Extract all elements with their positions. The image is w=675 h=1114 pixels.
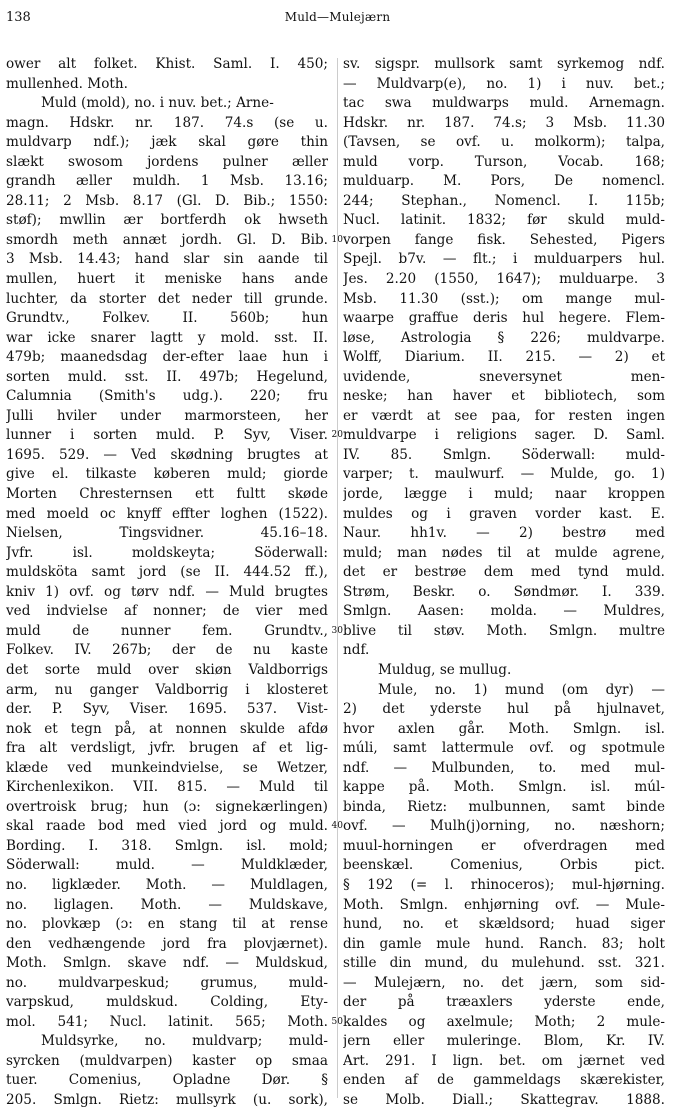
text-line: no. plovkæp (ɔ: en stang til at rense <box>6 916 328 933</box>
text-line: sorten muld. sst. II. 497b; Hegelund, <box>6 368 328 385</box>
text-line: enden af de gammeldags skærekister, <box>343 1072 665 1089</box>
text-line: jern eller muleringe. Blom, Kr. IV. <box>343 1033 665 1050</box>
text-line: tac swa muldwarps muld. Arnemagn. <box>343 95 665 112</box>
text-line: grandh æller muldh. 1 Msb. 13.16; <box>6 173 328 190</box>
text-line: syrcken (muldvarpen) kaster op smaa <box>6 1052 328 1069</box>
text-line: det er bestrøe dem med tynd muld. <box>343 564 665 581</box>
text-line: — Mulejærn, no. det jærn, som sid- <box>343 974 665 991</box>
text-line: luchter, da storter det neder till grunde. <box>6 290 328 307</box>
text-line: blive til støv. Moth. Smlgn. multre <box>343 622 665 639</box>
text-line: kniv 1) ovf. og tørv ndf. — Muld brugtes <box>6 583 328 600</box>
text-line: Morten Chresternsen ett fultt skøde <box>6 486 328 503</box>
text-line: 3 Msb. 14.43; hand slar sin aande til <box>6 251 328 268</box>
text-line: neske; han haver et bibliotech, som <box>343 388 665 405</box>
text-line: Nucl. latinit. 1832; før skuld muld- <box>343 212 665 229</box>
text-line: Muldsyrke, no. muldvarp; muld- <box>41 1033 328 1050</box>
page-header <box>0 10 675 34</box>
text-line: Jes. 2.20 (1550, 1647); mulduarpe. 3 <box>343 271 665 288</box>
text-line: 28.11; 2 Msb. 8.17 (Gl. D. Bib.; 1550: <box>6 192 328 209</box>
text-line: Hdskr. nr. 187. 74.s; 3 Msb. 11.30 <box>343 114 665 131</box>
text-line: (Tavsen, se ovf. u. molkorm); talpa, <box>343 134 665 151</box>
text-line: arm, nu ganger Valdborrig i klosteret <box>6 681 328 698</box>
text-line: Wolff, Diarium. II. 215. — 2) et <box>343 349 665 366</box>
text-line: ved indvielse af nonner; de vier med <box>6 603 328 620</box>
text-line: binda, Rietz: mulbunnen, samt binde <box>343 798 665 815</box>
text-line: mullen, huert it meniske hans ande <box>6 271 328 288</box>
text-line: muld; man nødes til at mulde agrene, <box>343 544 665 561</box>
text-line: uvidende, sneversynet men- <box>343 368 665 385</box>
text-line: beenskæl. Comenius, Orbis pict. <box>343 857 665 874</box>
text-line: overtroisk brug; hun (ɔ: signekærlingen) <box>6 798 328 815</box>
text-line: stille din mund, du mulehund. sst. 321. <box>343 955 665 972</box>
text-line: Muldug, se mullug. <box>378 661 512 678</box>
text-line: Söderwall: muld. — Muldklæder, <box>6 857 328 874</box>
text-line: ower alt folket. Khist. Saml. I. 450; <box>6 56 328 72</box>
left-column <box>6 55 328 1111</box>
text-line: nok et tegn på, at nonnen skulde afdø <box>6 720 328 737</box>
text-line: fra alt verdsligt, jvfr. brugen af et lig- <box>6 740 328 757</box>
text-line: hvor axlen går. Moth. Smlgn. isl. <box>343 720 665 737</box>
text-line: muldes og i graven vorder kast. E. <box>343 505 665 522</box>
text-line: muldvarpe i religions sager. D. Saml. <box>343 427 665 444</box>
text-line: skal raade bod med vied jord og muld. <box>6 818 328 835</box>
text-line: give el. tilkaste køberen muld; giorde <box>6 466 328 483</box>
text-line: Nielsen, Tingsvidner. 45.16–18. <box>6 525 328 542</box>
text-line: kaldes og axelmule; Moth; 2 mule- <box>343 1013 665 1030</box>
text-line: no. ligklæder. Moth. — Muldlagen, <box>6 876 328 893</box>
text-line: Mule, no. 1) mund (om dyr) — <box>378 681 665 698</box>
text-line: den vedhængende jord fra plovjærnet). <box>6 935 328 952</box>
text-line: Moth. Smlgn. skave ndf. — Muldskud, <box>6 955 328 972</box>
text-line: slækt swosom jordens pulner æller <box>6 153 328 170</box>
text-line: med moeld oc knyff effter loghen (1522). <box>6 505 328 522</box>
text-line: ovf. — Mulh(j)orning, no. næshorn; <box>343 818 665 835</box>
text-line: smordh meth annæt jordh. Gl. D. Bib. <box>6 231 328 248</box>
text-line: mulduarp. M. Pors, De nomencl. <box>343 173 665 190</box>
text-line: ndf. <box>343 642 370 659</box>
text-line: Strøm, Beskr. o. Søndmør. I. 339. <box>343 583 665 600</box>
text-line: hund, no. et skældsord; huad siger <box>343 916 665 933</box>
text-line: varper; t. maulwurf. — Mulde, go. 1) <box>343 466 665 483</box>
line-number: 50 <box>331 1016 343 1027</box>
text-line: Grundtv., Folkev. II. 560b; hun <box>6 310 328 327</box>
text-line: IV. 85. Smlgn. Söderwall: muld- <box>343 446 665 463</box>
text-line: kappe på. Moth. Smlgn. isl. múl- <box>343 779 665 796</box>
text-line: Kirchenlexikon. VII. 815. — Muld til <box>6 779 328 796</box>
line-number: 10 <box>331 234 343 245</box>
text-line: klæde ved munkeindvielse, se Wetzer, <box>6 759 328 776</box>
right-column <box>343 55 665 1111</box>
text-line: muldsköta samt jord (se II. 444.52 ff.), <box>6 564 328 581</box>
text-line: muul-horningen er ofverdragen med <box>343 837 665 854</box>
text-line: Art. 291. I lign. bet. om jærnet ved <box>343 1052 665 1069</box>
text-line: mullenhed. Moth. <box>6 75 128 92</box>
text-line: magn. Hdskr. nr. 187. 74.s (se u. <box>6 114 328 131</box>
text-line: Spejl. b7v. — flt.; i mulduarpers hul. <box>343 251 665 268</box>
text-line: § 192 (= l. rhinoceros); mul-hjørning. <box>343 876 665 893</box>
text-line: Calumnia (Smith's udg.). 220; fru <box>6 388 328 405</box>
text-line: Smlgn. Aasen: molda. — Muldres, <box>343 603 665 620</box>
column-gutter <box>337 58 338 1098</box>
text-line: din gamle mule hund. Ranch. 83; holt <box>343 935 665 952</box>
text-line: muld de nunner fem. Grundtv., <box>6 622 328 639</box>
text-line: 1695. 529. — Ved skødning brugtes at <box>6 446 328 463</box>
text-line: se Molb. Diall.; Skattegrav. 1888. <box>343 1091 665 1108</box>
text-line: varpskud, muldskud. Colding, Ety- <box>6 994 328 1011</box>
text-line: Bording. I. 318. Smlgn. isl. mold; <box>6 837 328 854</box>
text-line: 2) det yderste hul på hjulnavet, <box>343 701 665 718</box>
text-line: tuer. Comenius, Opladne Dør. § <box>6 1072 328 1089</box>
text-line: no. muldvarpeskud; grumus, muld- <box>6 974 328 991</box>
text-line: støf); mwllin ær bortferdh ok hwseth <box>6 212 328 229</box>
text-line: muld vorp. Turson, Vocab. 168; <box>343 153 665 170</box>
text-line: jorde, lægge i muld; naar kroppen <box>343 486 665 503</box>
text-line: løse, Astrologia § 226; muldvarpe. <box>343 329 665 346</box>
text-line: der på træaxlers yderste ende, <box>343 994 665 1011</box>
text-line: war icke snarer lagtt y mold. sst. II. <box>6 329 328 346</box>
line-number: 40 <box>331 821 343 832</box>
text-line: Naur. hh1v. — 2) bestrø med <box>343 525 665 542</box>
text-line: der. P. Syv, Viser. 1695. 537. Vist- <box>6 701 328 718</box>
text-line: Moth. Smlgn. enhjørning ovf. — Mule- <box>343 896 665 913</box>
text-line: 205. Smlgn. Rietz: mullsyrk (u. sork), <box>6 1091 328 1108</box>
text-line: waarpe graffue deris hul hegere. Flem- <box>343 310 665 327</box>
text-line: no. liglagen. Moth. — Muldskave, <box>6 896 328 913</box>
line-number: 30 <box>331 625 343 636</box>
running-head: Muld—Mulejærn <box>284 10 391 24</box>
page-number: 138 <box>6 10 31 25</box>
text-line: Folkev. IV. 267b; der de nu kaste <box>6 642 328 659</box>
text-line: sv. sigspr. mullsork samt syrkemog ndf. <box>343 56 665 72</box>
text-line: múli, samt lattermule ovf. og spotmule <box>343 740 665 757</box>
text-line: er værdt at see paa, for resten ingen <box>343 407 665 424</box>
text-line: Julli hviler under marmorsteen, her <box>6 407 328 424</box>
text-line: Jvfr. isl. moldskeyta; Söderwall: <box>6 544 328 561</box>
text-line: det sorte muld over skiøn Valdborrigs <box>6 661 328 678</box>
text-line: 479b; maanedsdag der-efter laae hun i <box>6 349 328 366</box>
text-line: Muld (mold), no. i nuv. bet.; Arne- <box>41 95 274 112</box>
text-line: vorpen fange fisk. Sehested, Pigers <box>343 231 665 248</box>
text-line: ndf. — Mulbunden, to. med mul- <box>343 759 665 776</box>
text-line: 244; Stephan., Nomencl. I. 115b; <box>343 192 665 209</box>
text-line: muldvarp ndf.); jæk skal gøre thin <box>6 134 328 151</box>
line-number: 20 <box>331 430 343 441</box>
text-line: mol. 541; Nucl. latinit. 565; Moth. <box>6 1013 328 1030</box>
text-line: lunner i sorten muld. P. Syv, Viser. <box>6 427 328 444</box>
text-line: — Muldvarp(e), no. 1) i nuv. bet.; <box>343 75 665 92</box>
text-line: Msb. 11.30 (sst.); om mange mul- <box>343 290 665 307</box>
